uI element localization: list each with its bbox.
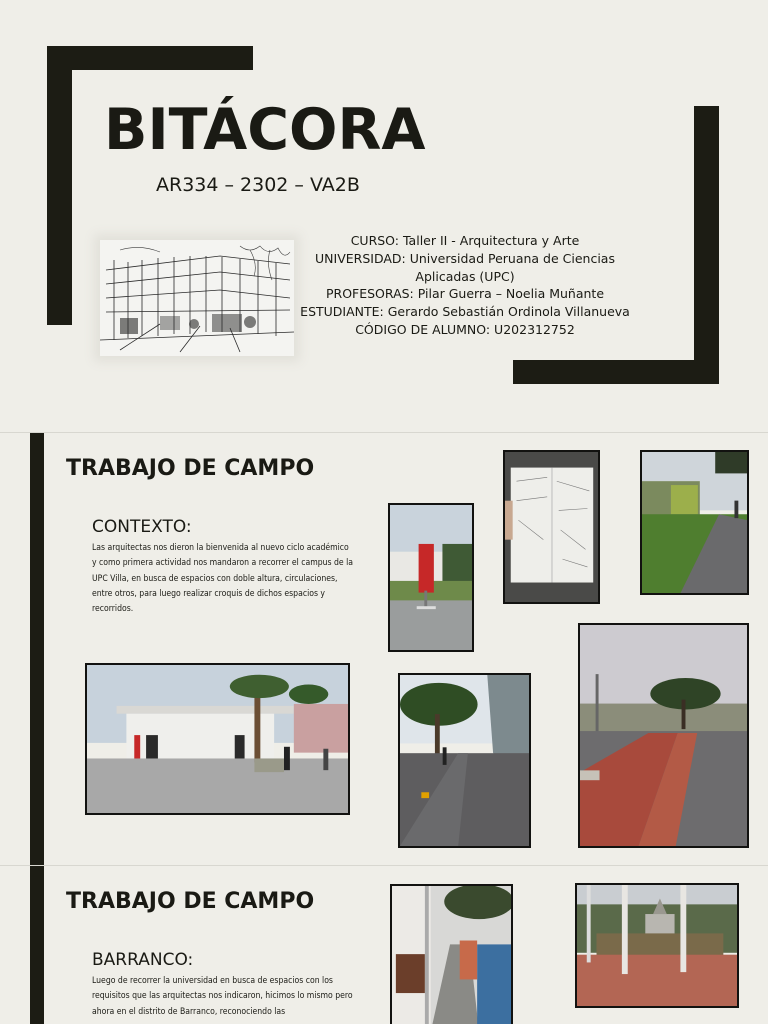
field-work-page-barranco (0, 866, 768, 1024)
photo-campus-plaza (85, 663, 350, 815)
course-name: CURSO: Taller II - Arquitectura y Arte (350, 233, 580, 248)
photo-campus-path (640, 450, 749, 595)
course-code: AR334 – 2302 – VA2B (156, 174, 360, 196)
page-heading: TRABAJO DE CAMPO (66, 456, 315, 481)
university-name: UNIVERSIDAD: Universidad Peruana de Ciencias Aplicadas (UPC) (315, 250, 615, 284)
frame-bottom-right-horizontal (513, 360, 719, 384)
frame-top-left-horizontal (47, 46, 253, 70)
section-paragraph-2: Luego de recorrer la universidad en busca de espacios con los requisitos que las arquitectas nos indicaron, hicimos lo mismo pero ahora en el distrito de Barranco, reconociendo las (92, 976, 353, 1017)
professors: PROFESORAS: Pilar Guerra – Noelia Muñante (325, 286, 605, 302)
photo-barranco-stairs (390, 884, 513, 1024)
course-info-block (300, 232, 630, 339)
student-name: ESTUDIANTE: Gerardo Sebastián Ordinola Villanueva (300, 304, 630, 320)
page-left-bar-2 (30, 866, 44, 1024)
photo-barranco-square (575, 883, 739, 1008)
frame-bottom-right-vertical (694, 106, 719, 384)
photo-campus-sign (388, 503, 474, 652)
cover-page (0, 0, 768, 432)
student-code: CÓDIGO DE ALUMNO: U202312752 (355, 321, 575, 337)
field-work-page-context (0, 433, 768, 865)
cover-sketch-image (100, 240, 294, 356)
photo-red-pavement (578, 623, 749, 848)
page-left-bar (30, 433, 44, 865)
cover-title: BITÁCORA (104, 97, 426, 163)
photo-sketchbook (503, 450, 600, 604)
frame-top-left-vertical (47, 46, 72, 325)
section-subheading-2: BARRANCO: (92, 950, 194, 970)
section-paragraph: Las arquitectas nos dieron la bienvenida al nuevo ciclo académico y como primera actividad nos mandaron a recorrer el campus de la UPC Villa, en busca de espacios con doble altura, circulaciones, entre otros, para luego realizar croquis de dichos espacios y recorridos. (92, 543, 354, 615)
page-heading-2: TRABAJO DE CAMPO (66, 889, 315, 914)
photo-walkway-trees (398, 673, 531, 848)
section-subheading: CONTEXTO: (92, 517, 192, 537)
